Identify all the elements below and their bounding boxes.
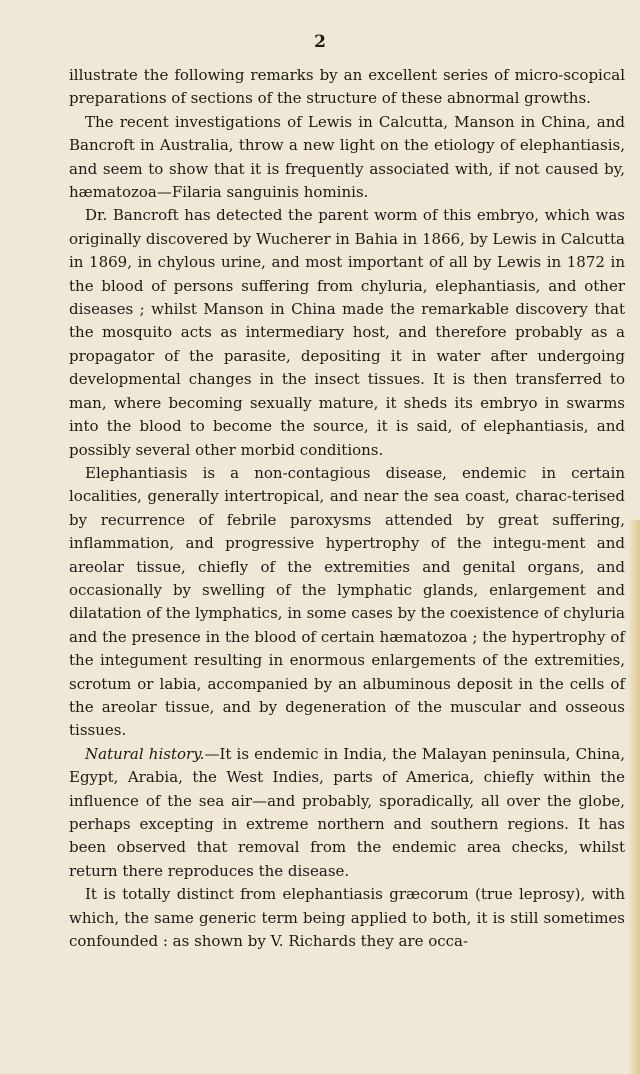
- paragraph-bancroft: Dr. Bancroft has detected the parent worm of this embryo, which was originally discovered by Wucherer in Bahia in 1866, by Lewis in Calcutta in 1869, in chylous urine, and most important of all by Lewis in 1872 in the blood of persons suffering from chyluria, elephantiasis, and other diseases ; whilst Manson in China made the remarkable discovery that the mosquito acts as intermediary host, and therefore probably as a propagator of the parasite, depositing it in water after undergoing developmental changes in the insect tissues. It is then transferred to man, where becoming sexually mature, it sheds its embryo in swarms into the blood to become the source, it is said, of elephantiasis, and possibly several other morbid conditions.: [69, 206, 625, 459]
- natural-history-text: —It is endemic in India, the Malayan peninsula, China, Egypt, Arabia, the West Indies, parts of America, chiefly within the influence of the sea air—and probably, sporadically, all over the globe, perhaps excepting in extreme northern and southern regions. It has been observed that removal from the endemic area checks, whilst return there reproduces the disease.: [69, 744, 625, 880]
- paragraph-natural-history: [69, 743, 625, 883]
- paragraph-continuation: illustrate the following remarks by an excellent series of micro-scopical preparations of sections of the structure of these abnormal growths.: [69, 66, 625, 108]
- natural-history-heading: Natural history.: [85, 744, 205, 763]
- body-text: [69, 64, 625, 953]
- paragraph-definition: Elephantiasis is a non-contagious disease, endemic in certain localities, generally intertropical, and near the sea coast, charac-terised by recurrence of febrile paroxysms attended by great suffering, inflammation, and progressive hypertrophy of the integu-ment and areolar tissue, chiefly of the extremities and genital organs, and occasionally by swelling of the lymphatic glands, enlargement and dilatation of the lymphatics, in some cases by the coexistence of chyluria and the presence in the blood of certain hæmatozoa ; the hypertrophy of the integument resulting in enormous enlargements of the extremities, scrotum or labia, accompanied by an albuminous deposit in the cells of the areolar tissue, and by degeneration of the muscular and osseous tissues.: [69, 463, 625, 740]
- paragraph-leprosy-distinction: It is totally distinct from elephantiasis græcorum (true leprosy), with which, the same generic term being applied to both, it is still sometimes confounded : as shown by V. Richards they are occa-: [69, 885, 625, 951]
- paragraph-investigations: The recent investigations of Lewis in Calcutta, Manson in China, and Bancroft in Australia, throw a new light on the etiology of elephantiasis, and seem to show that it is frequently associated with, if not caused by, hæmatozoa—Filaria sanguinis hominis.: [69, 112, 625, 202]
- page-number: 2: [314, 32, 326, 52]
- page-edge-stain: [628, 520, 640, 1074]
